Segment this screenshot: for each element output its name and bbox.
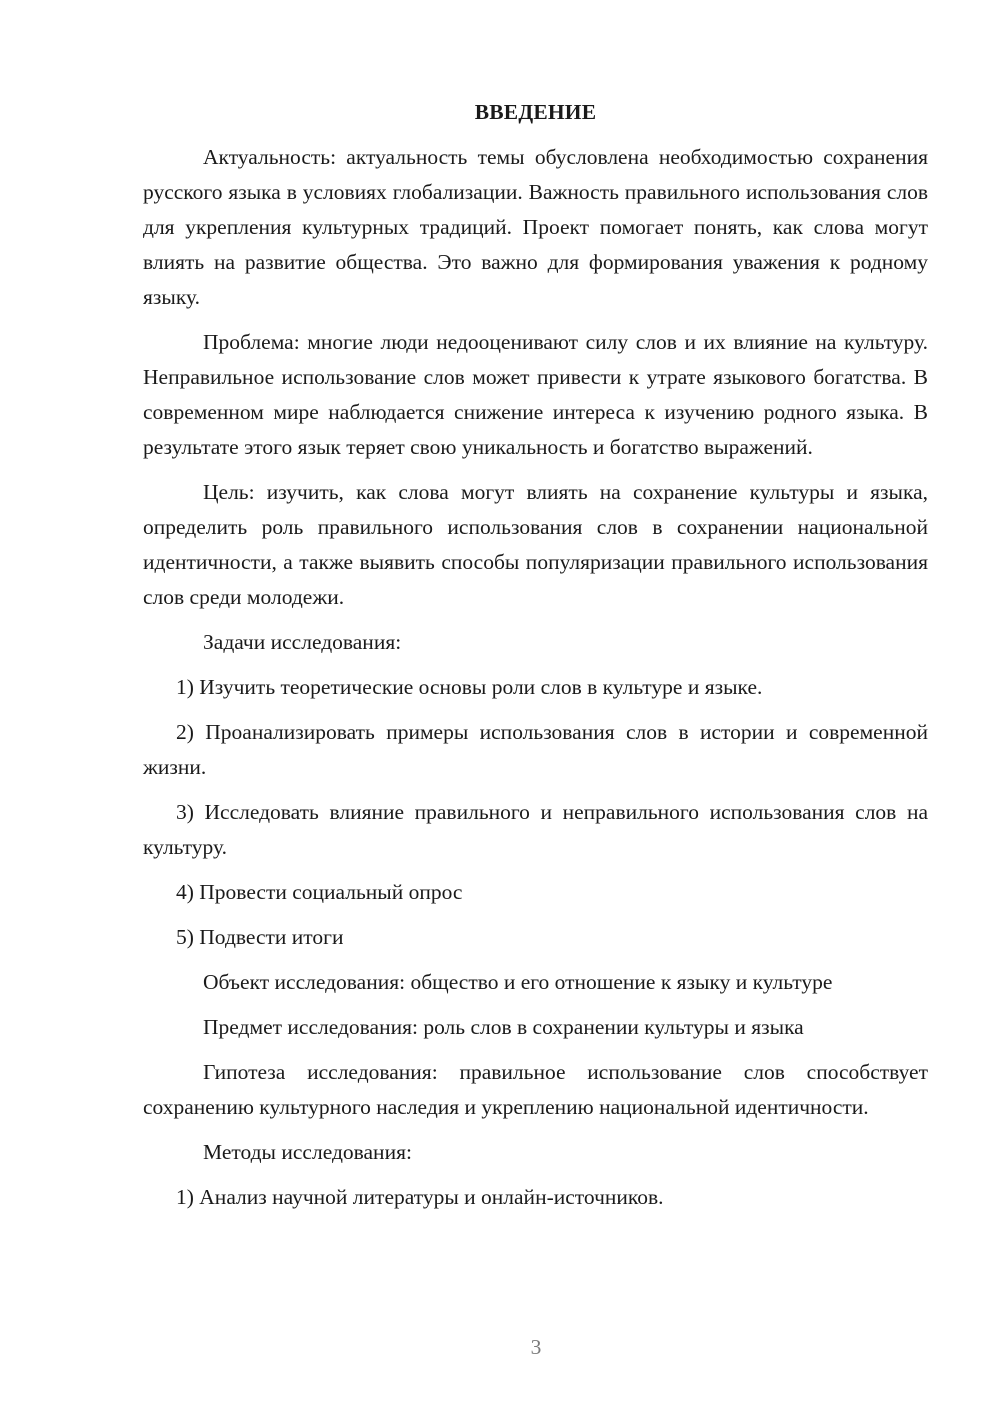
task-item-3: 3) Исследовать влияние правильного и неправильного использования слов на культуру. [143, 800, 928, 859]
page-number: 3 [530, 1335, 542, 1359]
task-item-2: 2) Проанализировать примеры использования слов в истории и современной жизни. [143, 720, 928, 779]
page-content [143, 95, 928, 1225]
task-item-4: 4) Провести социальный опрос [176, 880, 463, 904]
relevance-paragraph: Актуальность: актуальность темы обусловлена необходимостью сохранения русского языка в условиях глобализации. Важность правильного использования слов для укрепления культурных традиций. Проект помогает понять, как слова могут влиять на развитие общества. Это важно для формирования уважения к родному языку. [143, 145, 928, 309]
hypothesis-paragraph: Гипотеза исследования: правильное использование слов способствует сохранению культурного наследия и укреплению национальной идентичности. [143, 1060, 928, 1119]
problem-paragraph: Проблема: многие люди недооценивают силу слов и их влияние на культуру. Неправильное использование слов может привести к утрате языкового богатства. В современном мире наблюдается снижение интереса к изучению родного языка. В результате этого язык теряет свою уникальность и богатство выражений. [143, 330, 928, 459]
task-item-5: 5) Подвести итоги [176, 925, 344, 949]
tasks-heading: Задачи исследования: [203, 630, 402, 654]
goal-paragraph: Цель: изучить, как слова могут влиять на сохранение культуры и языка, определить роль правильного использования слов в сохранении национальной идентичности, а также выявить способы популяризации правильного использования слов среди молодежи. [143, 480, 928, 609]
task-item-1: 1) Изучить теоретические основы роли слов в культуре и языке. [176, 675, 763, 699]
methods-heading: Методы исследования: [203, 1140, 412, 1164]
section-title: ВВЕДЕНИЕ [474, 100, 597, 124]
method-item-1: 1) Анализ научной литературы и онлайн-источников. [176, 1185, 664, 1209]
subject-paragraph: Предмет исследования: роль слов в сохранении культуры и языка [203, 1015, 804, 1039]
object-paragraph: Объект исследования: общество и его отношение к языку и культуре [203, 970, 833, 994]
